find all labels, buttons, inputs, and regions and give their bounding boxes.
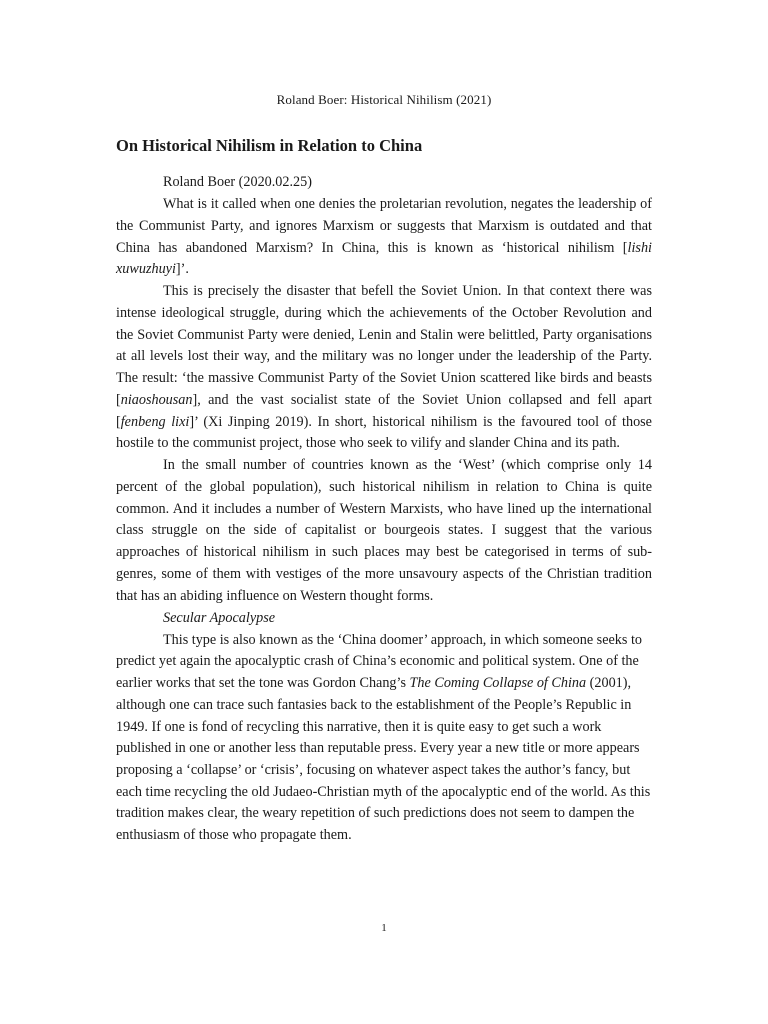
paragraph-text: (2001), although one can trace such fantasies back to the establishment of the People’s Republic in 1949. If one is fond of recycling this narrative, then it is quite easy to get such a work published in one or another less than reputable press. Every year a new title or more appears proposing a ‘collapse’ or ‘crisis’, focusing on whatever aspect takes the author’s fancy, but each time recycling the old Judaeo-Christian myth of the apocalyptic end of the world. As this tradition makes clear, the weary repetition of such predictions does not seem to dampen the enthusiasm of those who propagate them. [116,675,651,844]
author-byline: Roland Boer (2020.02.25) [163,174,312,190]
page-number: 1 [381,922,387,934]
article-title: On Historical Nihilism in Relation to China [116,136,423,155]
paragraph-text: What is it called when one denies the proletarian revolution, negates the leadership of the Communist Party, and ignores Marxism or suggests that Marxism is outdated and that China has abandoned Marxism? In China, this is known as ‘historical nihilism [ [116,196,652,256]
paragraph-4 [116,630,652,847]
paragraph-text: This is precisely the disaster that befell the Soviet Union. In that context there was intense ideological struggle, during which the achievements of the October Revolution and the Soviet Communist Party were denied, Lenin and Stalin were belittled, Party organisations at all levels lost their way, and the military was no longer under the leadership of the Party. The result: ‘the massive Communist Party of the Soviet Union scattered like birds and beasts [ [116,283,652,408]
paragraph-text: ]’ (Xi Jinping 2019). In short, historical nihilism is the favoured tool of those hostile to the communist project, those who seek to vilify and slander China and its path. [116,413,652,452]
paragraph-1 [116,194,652,281]
chinese-term: fenbeng lixi [120,413,190,430]
article-body [116,172,652,847]
chinese-term: niaoshousan [120,391,193,408]
running-head: Roland Boer: Historical Nihilism (2021) [276,92,492,107]
paragraph-text: ], and the vast socialist state of the Soviet Union collapsed and fell apart [ [116,391,652,430]
paragraph-text: ]’. [175,261,189,278]
paragraph-2 [116,281,652,455]
book-title: The Coming Collapse of China [409,675,587,692]
section-subheading: Secular Apocalypse [163,609,276,626]
paragraph-3: In the small number of countries known as the ‘West’ (which comprise only 14 percent of the global population), such historical nihilism in relation to China is quite common. And it includes a number of Western Marxists, who have lined up the international class struggle on the side of capitalist or bourgeois states. I suggest that the various approaches of historical nihilism in such places may best be categorised in terms of sub-genres, some of them with vestiges of the more unsavoury aspects of the Christian tradition that has an abiding influence on Western thought forms. [116,457,652,604]
paragraph-text: This type is also known as the ‘China doomer’ approach, in which someone seeks to predict yet again the apocalyptic crash of China’s economic and political system. One of the earlier works that set the tone was Gordon Chang’s [116,631,642,692]
chinese-term: lishi xuwuzhuyi [116,239,652,278]
